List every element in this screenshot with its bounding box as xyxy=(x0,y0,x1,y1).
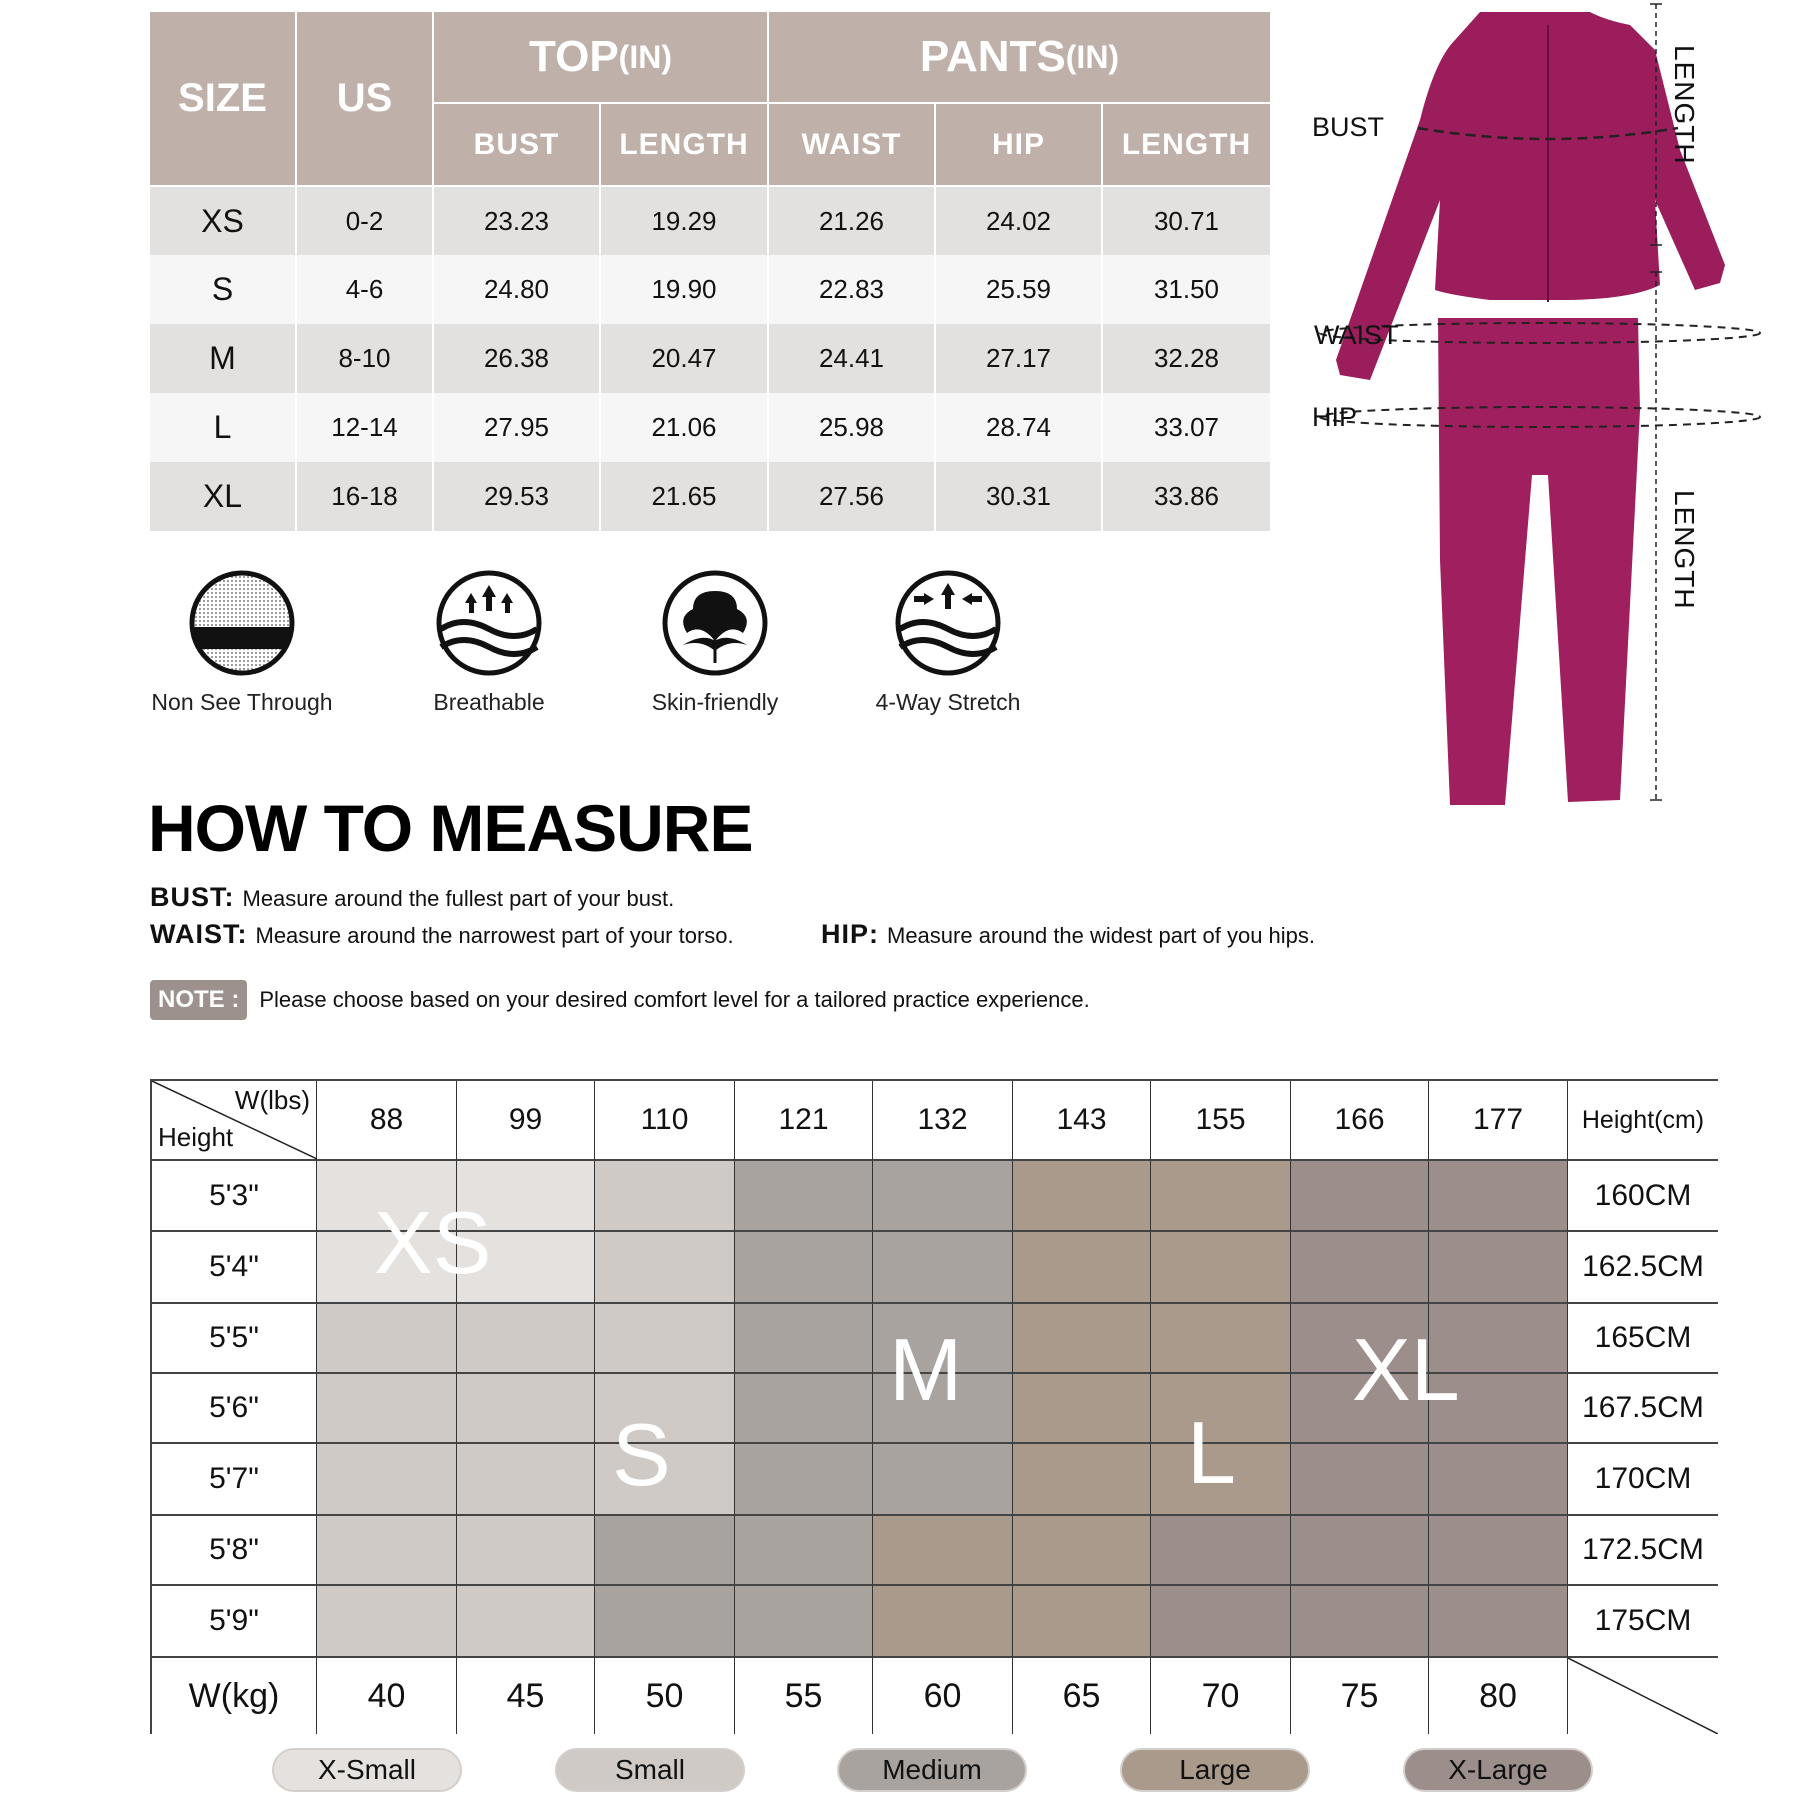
size-table xyxy=(150,12,1270,531)
cell-bust: 23.23 xyxy=(434,187,601,255)
measure-bust xyxy=(150,882,674,913)
weight-kg-value: 40 xyxy=(317,1658,457,1734)
grid-cell-s xyxy=(595,1232,735,1304)
region-label-l: L xyxy=(1187,1403,1236,1502)
corner-diagonal xyxy=(1568,1658,1718,1734)
cell-size: XL xyxy=(150,462,297,531)
table-row xyxy=(150,324,1270,393)
height-cm-label: 175CM xyxy=(1568,1586,1718,1658)
grid-cell-l xyxy=(1151,1161,1291,1232)
cell-top-length: 21.65 xyxy=(601,462,769,531)
feature-skin-friendly xyxy=(615,567,815,716)
cell-us: 12-14 xyxy=(297,393,434,462)
grid-cell-xl xyxy=(1429,1444,1568,1516)
grid-corner-header xyxy=(152,1081,317,1161)
cell-us: 16-18 xyxy=(297,462,434,531)
region-label-xs: XS xyxy=(374,1193,492,1292)
grid-cell-xs xyxy=(457,1161,595,1232)
legend-large: Large xyxy=(1120,1748,1310,1792)
cell-waist: 25.98 xyxy=(769,393,936,462)
grid-cell-s xyxy=(317,1516,457,1586)
size-recommendation-grid xyxy=(150,1079,1718,1734)
header-top-group xyxy=(434,12,769,104)
header-top-length: LENGTH xyxy=(601,104,769,187)
feature-label: Skin-friendly xyxy=(651,689,779,715)
grid-cell-s xyxy=(457,1374,595,1444)
measure-hip xyxy=(821,919,1315,950)
top-group-label: TOP xyxy=(529,32,619,81)
skin-friendly-icon xyxy=(659,567,771,679)
grid-cell-l xyxy=(1013,1374,1151,1444)
weight-lbs-header: 121 xyxy=(735,1081,873,1161)
grid-cell-s xyxy=(595,1161,735,1232)
grid-cell-xl xyxy=(1429,1232,1568,1304)
diagram-label-waist: WAIST xyxy=(1314,320,1399,350)
weight-lbs-header: 88 xyxy=(317,1081,457,1161)
diagram-label-pants-length: LENGTH xyxy=(1669,490,1700,610)
grid-cell-m xyxy=(595,1586,735,1658)
table-row xyxy=(150,187,1270,255)
cell-pants-length: 31.50 xyxy=(1153,274,1220,304)
header-pants-group xyxy=(769,12,1270,104)
grid-cell-xs xyxy=(457,1232,595,1304)
grid-cell-m xyxy=(735,1374,873,1444)
cell-hip: 30.31 xyxy=(936,462,1103,531)
grid-cell-l xyxy=(1013,1586,1151,1658)
grid-cell-l xyxy=(1151,1444,1291,1516)
grid-cell-xl xyxy=(1429,1161,1568,1232)
weight-lbs-header: 143 xyxy=(1013,1081,1151,1161)
grid-cell-xl xyxy=(1291,1232,1429,1304)
breathable-icon xyxy=(433,567,545,679)
grid-cell-m xyxy=(735,1232,873,1304)
grid-cell-m xyxy=(873,1161,1013,1232)
grid-cell-m xyxy=(873,1374,1013,1444)
weight-kg-value: 45 xyxy=(457,1658,595,1734)
measure-hip-term: HIP: xyxy=(821,919,879,949)
grid-cell-xl xyxy=(1291,1444,1429,1516)
grid-cell-m xyxy=(735,1161,873,1232)
legend-small: Small xyxy=(555,1748,745,1792)
grid-cell-s xyxy=(595,1444,735,1516)
weight-kg-value: 80 xyxy=(1429,1658,1568,1734)
cell-bust: 26.38 xyxy=(434,324,601,393)
cell-pants-length: 33.07 xyxy=(1153,412,1220,442)
note-text: Please choose based on your desired comfort level for a tailored practice experience. xyxy=(259,987,1090,1012)
height-row-label: 5'4" xyxy=(152,1232,317,1304)
measure-bust-term: BUST: xyxy=(150,882,235,912)
height-cm-label: 165CM xyxy=(1568,1304,1718,1374)
height-cm-label: 162.5CM xyxy=(1568,1232,1718,1304)
grid-cell-s xyxy=(595,1304,735,1374)
feature-label: 4-Way Stretch xyxy=(875,689,1021,715)
header-size: SIZE xyxy=(150,12,297,187)
cell-pants-length: 30.71 xyxy=(1153,205,1220,236)
height-row-label: 5'5" xyxy=(152,1304,317,1374)
grid-cell-s xyxy=(457,1304,595,1374)
height-row-label: 5'6" xyxy=(152,1374,317,1444)
grid-cell-l xyxy=(1013,1161,1151,1232)
cell-bust: 27.95 xyxy=(434,393,601,462)
grid-cell-m xyxy=(735,1444,873,1516)
how-to-measure-title: HOW TO MEASURE xyxy=(148,791,753,865)
pants-shape xyxy=(1438,318,1640,805)
non-see-through-icon xyxy=(186,567,298,679)
weight-lbs-header: 99 xyxy=(457,1081,595,1161)
weight-lbs-header: 177 xyxy=(1429,1081,1568,1161)
weight-lbs-header: 155 xyxy=(1151,1081,1291,1161)
region-label-xl: XL xyxy=(1352,1320,1460,1419)
grid-cell-s xyxy=(457,1586,595,1658)
pants-unit-label: (IN) xyxy=(1065,38,1120,75)
grid-cell-xl xyxy=(1291,1374,1429,1444)
cell-bust: 24.80 xyxy=(434,255,601,324)
feature-label: Breathable xyxy=(433,689,545,715)
cell-size: S xyxy=(150,255,297,324)
grid-cell-xl xyxy=(1429,1304,1568,1374)
cell-bust: 29.53 xyxy=(434,462,601,531)
grid-cell-m xyxy=(873,1444,1013,1516)
header-bust: BUST xyxy=(434,104,601,187)
cell-size: L xyxy=(150,393,297,462)
cell-size: M xyxy=(150,324,297,393)
grid-cell-l xyxy=(873,1516,1013,1586)
feature-label: Non See Through xyxy=(151,689,333,715)
grid-cell-xl xyxy=(1429,1586,1568,1658)
cell-top-length: 20.47 xyxy=(601,324,769,393)
grid-cell-l xyxy=(1013,1516,1151,1586)
cell-waist: 22.83 xyxy=(769,255,936,324)
measure-hip-text: Measure around the widest part of you hips. xyxy=(887,923,1316,948)
grid-cell-xs xyxy=(317,1161,457,1232)
grid-cell-l xyxy=(1013,1444,1151,1516)
cell-hip: 28.74 xyxy=(936,393,1103,462)
measure-waist-term: WAIST: xyxy=(150,919,248,949)
grid-cell-xs xyxy=(317,1232,457,1304)
cell-pants-length: 33.86 xyxy=(1153,481,1220,511)
grid-cell-xl xyxy=(1291,1161,1429,1232)
height-row-label: 5'7" xyxy=(152,1444,317,1516)
height-row-label: 5'8" xyxy=(152,1516,317,1586)
table-row xyxy=(150,255,1270,324)
cell-top-length: 19.90 xyxy=(601,255,769,324)
cell-us: 0-2 xyxy=(297,187,434,255)
height-cm-label: 167.5CM xyxy=(1568,1374,1718,1444)
cell-hip: 24.02 xyxy=(936,187,1103,255)
weight-lbs-header: 166 xyxy=(1291,1081,1429,1161)
grid-cell-m xyxy=(873,1304,1013,1374)
grid-cell-l xyxy=(1151,1374,1291,1444)
height-cm-label: 172.5CM xyxy=(1568,1516,1718,1586)
height-row-label: 5'9" xyxy=(152,1586,317,1658)
cell-top-length: 21.06 xyxy=(601,393,769,462)
weight-kg-value: 60 xyxy=(873,1658,1013,1734)
grid-empty-corner xyxy=(1568,1658,1718,1734)
grid-cell-l xyxy=(1013,1232,1151,1304)
height-row-label: 5'3" xyxy=(152,1161,317,1232)
grid-cell-xl xyxy=(1429,1374,1568,1444)
region-label-s: S xyxy=(612,1405,671,1504)
corner-weight-label: W(lbs) xyxy=(234,1085,310,1115)
cell-us: 8-10 xyxy=(297,324,434,393)
header-pants-length: LENGTH xyxy=(1103,104,1270,187)
four-way-stretch-icon xyxy=(892,567,1004,679)
legend-medium: Medium xyxy=(837,1748,1027,1792)
weight-kg-value: 75 xyxy=(1291,1658,1429,1734)
measure-waist-text: Measure around the narrowest part of your torso. xyxy=(255,923,734,948)
grid-cell-m xyxy=(595,1516,735,1586)
header-hip: HIP xyxy=(936,104,1103,187)
legend-x-large: X-Large xyxy=(1403,1748,1593,1792)
cell-waist: 24.41 xyxy=(769,324,936,393)
feature-breathable xyxy=(389,567,589,716)
grid-cell-s xyxy=(457,1444,595,1516)
grid-cell-s xyxy=(457,1516,595,1586)
weight-kg-value: 70 xyxy=(1151,1658,1291,1734)
cell-waist: 27.56 xyxy=(769,462,936,531)
grid-cell-l xyxy=(1151,1232,1291,1304)
diagram-label-hip: HIP xyxy=(1312,402,1358,432)
grid-cell-l xyxy=(873,1586,1013,1658)
header-us: US xyxy=(297,12,434,187)
note xyxy=(150,980,1090,1020)
grid-cell-xl xyxy=(1291,1304,1429,1374)
cell-hip: 27.17 xyxy=(936,324,1103,393)
corner-height-label: Height xyxy=(158,1122,234,1152)
feature-four-way-stretch xyxy=(848,567,1048,716)
cell-hip: 25.59 xyxy=(936,255,1103,324)
cell-us: 4-6 xyxy=(297,255,434,324)
grid-cell-m xyxy=(735,1516,873,1586)
grid-cell-xl xyxy=(1291,1516,1429,1586)
height-cm-header: Height(cm) xyxy=(1568,1081,1718,1161)
header-waist: WAIST xyxy=(769,104,936,187)
grid-cell-s xyxy=(317,1444,457,1516)
weight-kg-value: 65 xyxy=(1013,1658,1151,1734)
grid-cell-l xyxy=(1013,1304,1151,1374)
diagram-label-top-length: LENGTH xyxy=(1669,45,1700,165)
grid-cell-m xyxy=(735,1304,873,1374)
grid-cell-s xyxy=(317,1586,457,1658)
measure-bust-text: Measure around the fullest part of your bust. xyxy=(242,886,675,911)
grid-cell-m xyxy=(735,1586,873,1658)
feature-non-see-through xyxy=(142,567,342,716)
grid-cell-s xyxy=(317,1304,457,1374)
cell-size: XS xyxy=(150,187,297,255)
weight-lbs-header: 110 xyxy=(595,1081,735,1161)
region-label-m: M xyxy=(889,1320,963,1419)
grid-cell-s xyxy=(595,1374,735,1444)
top-unit-label: (IN) xyxy=(618,38,672,75)
grid-cell-m xyxy=(873,1232,1013,1304)
height-cm-label: 160CM xyxy=(1568,1161,1718,1232)
measure-waist xyxy=(150,919,734,950)
weight-kg-label: W(kg) xyxy=(152,1658,317,1734)
note-badge: NOTE : xyxy=(150,980,247,1020)
weight-kg-value: 50 xyxy=(595,1658,735,1734)
table-row xyxy=(150,393,1270,462)
garment-diagram xyxy=(1300,0,1800,820)
grid-cell-xl xyxy=(1151,1586,1291,1658)
grid-cell-l xyxy=(1151,1304,1291,1374)
cell-pants-length: 32.28 xyxy=(1153,343,1220,373)
grid-cell-xl xyxy=(1429,1516,1568,1586)
cell-top-length: 19.29 xyxy=(601,187,769,255)
table-row xyxy=(150,462,1270,531)
pants-group-label: PANTS xyxy=(919,32,1066,81)
weight-lbs-header: 132 xyxy=(873,1081,1013,1161)
grid-cell-s xyxy=(317,1374,457,1444)
grid-cell-xl xyxy=(1151,1516,1291,1586)
legend-x-small: X-Small xyxy=(272,1748,462,1792)
height-cm-label: 170CM xyxy=(1568,1444,1718,1516)
diagram-label-bust: BUST xyxy=(1312,112,1385,142)
weight-kg-value: 55 xyxy=(735,1658,873,1734)
cell-waist: 21.26 xyxy=(769,187,936,255)
grid-cell-xl xyxy=(1291,1586,1429,1658)
